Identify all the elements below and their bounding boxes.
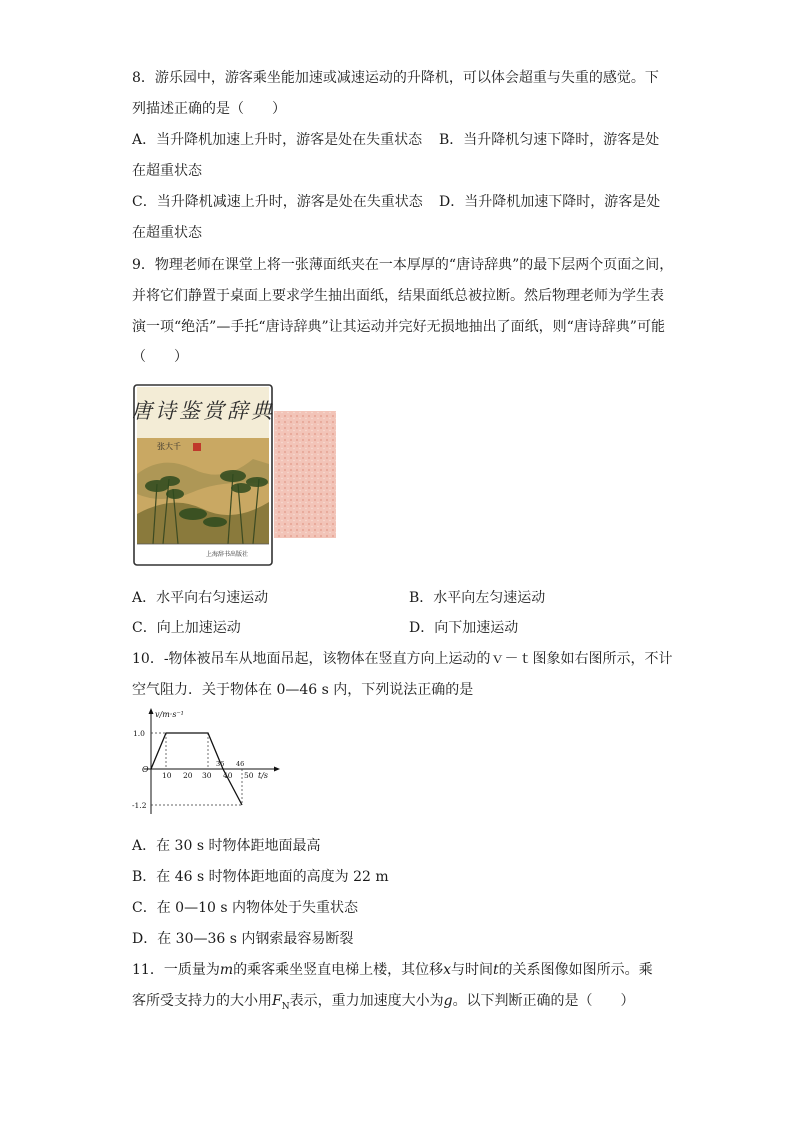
x-tick-30: 30 bbox=[202, 771, 212, 780]
seal-stamp bbox=[193, 443, 201, 451]
q11-var-f: F bbox=[272, 993, 282, 1009]
q8-stem-line2: 列描述正确的是（ ） bbox=[132, 101, 286, 117]
q11-var-m: m bbox=[219, 962, 234, 978]
q11-var-x: x bbox=[443, 962, 452, 978]
book-illustration bbox=[133, 384, 337, 568]
origin-label: O bbox=[142, 765, 149, 774]
q10-stem-line2: 空气阻力．关于物体在 0—46 s 内，下列说法正确的是 bbox=[132, 682, 474, 698]
x-tick-46: 46 bbox=[236, 760, 245, 768]
x-tick-20: 20 bbox=[183, 771, 193, 780]
q8-option-cd-wrap: 在超重状态 bbox=[132, 225, 202, 241]
y-tick-neg: -1.2 bbox=[132, 801, 147, 810]
book-title-text: 唐诗鉴赏辞典 bbox=[133, 399, 275, 423]
q9-stem-line1: 9．物理老师在课堂上将一张薄面纸夹在一本厚厚的“唐诗辞典”的最下层两个页面之间， bbox=[132, 257, 674, 273]
q9-option-a: A．水平向右匀速运动 bbox=[132, 590, 269, 606]
q8-option-a: A．当升降机加速上升时，游客是处在失重状态 bbox=[132, 132, 423, 148]
q11-stem-line1 bbox=[132, 960, 653, 980]
q10-stem-line1: 10．-物体被吊车从地面吊起，该物体在竖直方向上运动的ｖ－ｔ图象如右图所示，不计 bbox=[132, 651, 673, 667]
q11-var-f-sub: N bbox=[281, 1001, 290, 1012]
q8-option-c: C．当升降机减速上升时，游客是处在失重状态 bbox=[132, 194, 423, 210]
x-tick-10: 10 bbox=[162, 771, 172, 780]
q9-option-b: B．水平向左匀速运动 bbox=[409, 590, 546, 606]
book-publisher-text: 上海辞书出版社 bbox=[205, 551, 249, 558]
book-subtitle-text: 张大千 bbox=[157, 442, 181, 451]
q11-text-2c: 。以下判断正确的是（ ） bbox=[452, 993, 635, 1009]
x-tick-36: 36 bbox=[216, 760, 225, 768]
q11-text-1c: 与时间 bbox=[451, 962, 494, 978]
q10-option-a: A．在 30 s 时物体距地面最高 bbox=[132, 838, 321, 854]
q11-text-2a: 客所受支持力的大小用 bbox=[132, 993, 272, 1009]
q8-stem-line1: 8．游乐园中，游客乘坐能加速或减速运动的升降机，可以体会超重与失重的感觉。下 bbox=[132, 70, 659, 86]
q8-option-d: D．当升降机加速下降时，游客是处 bbox=[439, 194, 661, 210]
q10-option-c: C．在 0—10 s 内物体处于失重状态 bbox=[132, 900, 358, 916]
x-tick-40: 40 bbox=[223, 771, 233, 780]
q9-stem-line2: 并将它们静置于桌面上要求学生抽出面纸，结果面纸总被拉断。然后物理老师为学生表 bbox=[132, 288, 664, 304]
q8-option-ab-wrap: 在超重状态 bbox=[132, 163, 202, 179]
y-axis-label: v/m·s⁻¹ bbox=[155, 710, 184, 719]
x-tick-50: 50 bbox=[244, 771, 254, 780]
y-tick-1: 1.0 bbox=[133, 729, 145, 738]
q9-option-c: C．向上加速运动 bbox=[132, 620, 241, 636]
x-axis-label: t/s bbox=[258, 771, 269, 780]
q9-stem-line3: 演一项“绝活”—手托“唐诗辞典”让其运动并完好无损地抽出了面纸，则“唐诗辞典”可能 bbox=[132, 319, 665, 335]
q11-text-1a: 11．一质量为 bbox=[132, 962, 220, 978]
q9-option-d: D．向下加速运动 bbox=[409, 620, 519, 636]
q11-text-2b: 表示，重力加速度大小为 bbox=[289, 993, 444, 1009]
q11-text-1d: 的关系图像如图所示。乘 bbox=[498, 962, 653, 978]
q11-text-1b: 的乘客乘坐竖直电梯上楼，其位移 bbox=[233, 962, 444, 978]
vt-graph bbox=[132, 706, 282, 818]
q11-var-t: t bbox=[493, 962, 499, 978]
q11-stem-line2 bbox=[132, 991, 635, 1017]
q8-option-b: B．当升降机匀速下降时，游客是处 bbox=[439, 132, 660, 148]
q10-option-d: D．在 30—36 s 内钢索最容易断裂 bbox=[132, 931, 354, 947]
q10-option-b: B．在 46 s 时物体距地面的高度为 22 m bbox=[132, 869, 389, 885]
q11-var-g: g bbox=[443, 993, 453, 1009]
q9-stem-line4: （ ） bbox=[132, 349, 188, 365]
